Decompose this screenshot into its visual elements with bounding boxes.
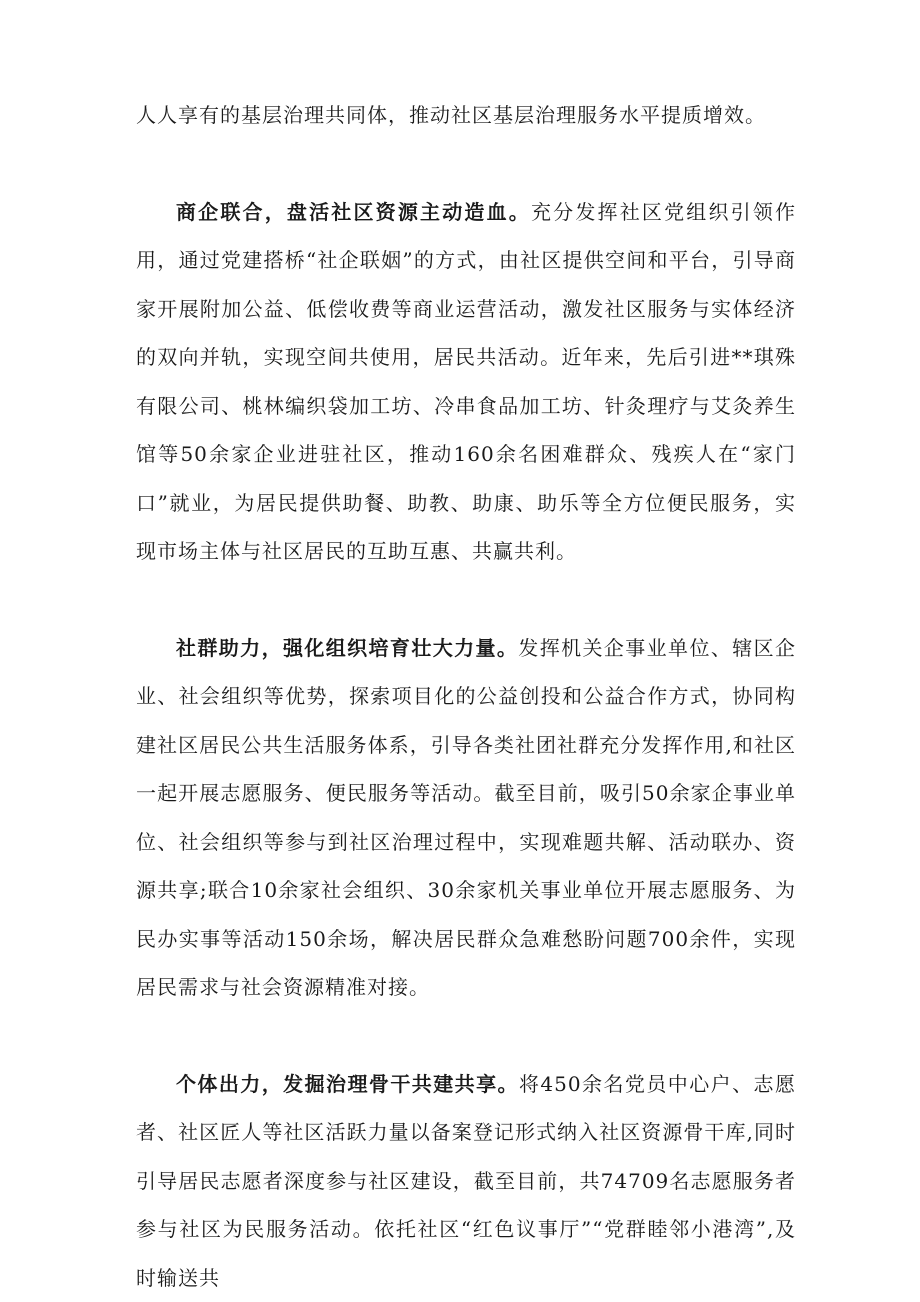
paragraph-community-groups: [136, 624, 796, 1012]
paragraph-individual-effort: [136, 1060, 796, 1302]
paragraph-lead-heading: 社群助力，强化组织培育壮大力量。: [176, 636, 518, 660]
paragraph-continuation: [136, 91, 796, 140]
paragraph-body: 发挥机关企事业单位、辖区企业、社会组织等优势，探索项目化的公益创投和公益合作方式，协同构建社区居民公共生活服务体系，引导各类社团社群充分发挥作用,和社区一起开展志愿服务、便民服务等活动。截至目前，吸引50余家企事业单位、社会组织等参与到社区治理过程中，实现难题共解、活动联办、资源共享;联合10余家社会组织、30余家机关事业单位开展志愿服务、为民办实事等活动150余场，解决居民群众急难愁盼问题700余件，实现居民需求与社会资源精准对接。: [136, 636, 796, 1000]
paragraph-body: 将450余名党员中心户、志愿者、社区匠人等社区活跃力量以备案登记形式纳入社区资源骨干库,同时引导居民志愿者深度参与社区建设，截至目前，共74709名志愿服务者参与社区为民服务活动。依托社区“红色议事厅”“党群睦邻小港湾”,及时输送共: [136, 1072, 796, 1290]
document-body: [136, 91, 796, 1302]
paragraph-body: 人人享有的基层治理共同体，推动社区基层治理服务水平提质增效。: [136, 103, 766, 127]
paragraph-body: 充分发挥社区党组织引领作用，通过党建搭桥“社企联姻”的方式，由社区提供空间和平台，引导商家开展附加公益、低偿收费等商业运营活动，激发社区服务与实体经济的双向并轨，实现空间共使用，居民共活动。近年来，先后引进**琪殊有限公司、桃林编织袋加工坊、冷串食品加工坊、针灸理疗与艾灸养生馆等50余家企业进驻社区，推动160余名困难群众、残疾人在“家门口”就业，为居民提供助餐、助教、助康、助乐等全方位便民服务，实现市场主体与社区居民的互助互惠、共赢共利。: [136, 200, 796, 564]
paragraph-business-cooperation: [136, 188, 796, 576]
paragraph-lead-heading: 个体出力，发掘治理骨干共建共享。: [176, 1072, 519, 1096]
paragraph-lead-heading: 商企联合，盘活社区资源主动造血。: [176, 200, 531, 224]
